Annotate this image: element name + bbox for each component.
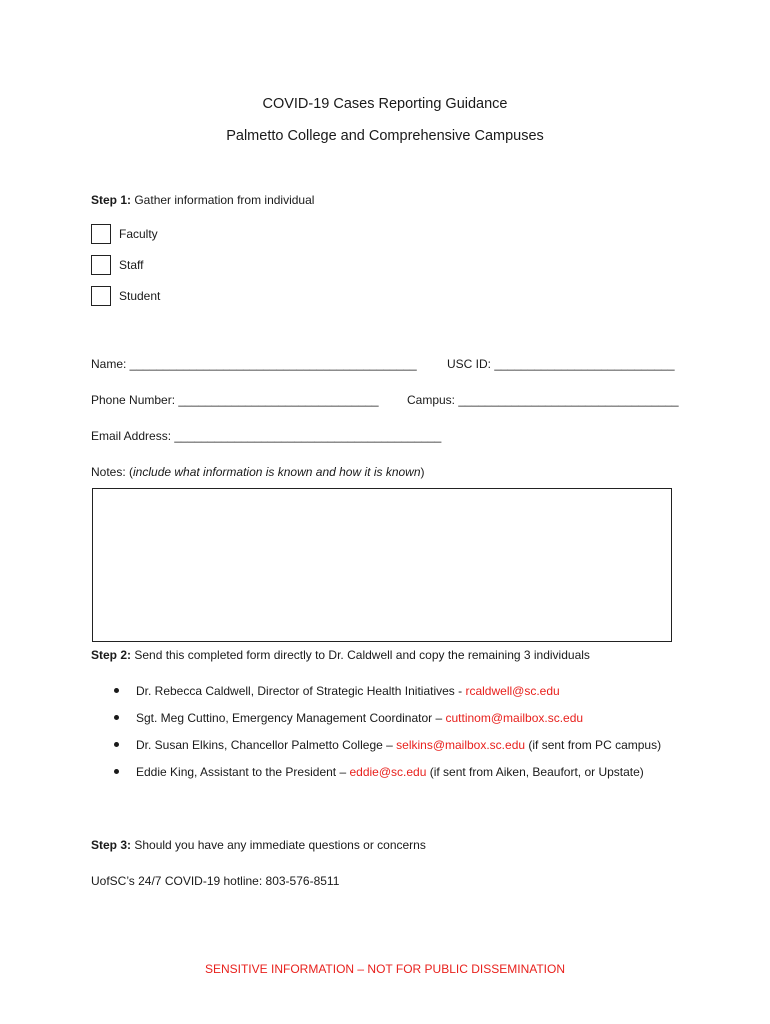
contact-text: Dr. Susan Elkins, Chancellor Palmetto College – bbox=[136, 738, 397, 752]
contact-text: Dr. Rebecca Caldwell, Director of Strategic Health Initiatives - bbox=[136, 684, 466, 698]
staff-label: Staff bbox=[119, 258, 144, 272]
contact-note: (if sent from PC campus) bbox=[525, 738, 662, 752]
student-checkbox[interactable] bbox=[91, 286, 111, 306]
student-label: Student bbox=[119, 289, 161, 303]
contact-email-link[interactable]: rcaldwell@sc.edu bbox=[465, 684, 560, 698]
notes-hint: include what information is known and how it is known bbox=[133, 465, 421, 479]
sensitive-footer: SENSITIVE INFORMATION – NOT FOR PUBLIC DISSEMINATION bbox=[204, 962, 566, 976]
checkbox-row-staff[interactable] bbox=[91, 254, 143, 276]
step3-label: Step 3: bbox=[91, 838, 132, 852]
notes-heading bbox=[91, 465, 425, 479]
bullet-icon bbox=[114, 769, 119, 774]
contact-email-link[interactable]: eddie@sc.edu bbox=[349, 765, 427, 779]
contact-item bbox=[112, 682, 661, 709]
step1-label: Step 1: bbox=[91, 193, 132, 207]
contact-item bbox=[112, 736, 661, 763]
bullet-icon bbox=[114, 715, 119, 720]
usc-id-field[interactable]: USC ID: ___________________________ bbox=[447, 357, 675, 371]
notes-textbox[interactable] bbox=[92, 488, 672, 642]
step3-heading bbox=[91, 838, 426, 852]
faculty-label: Faculty bbox=[119, 227, 158, 241]
document-subtitle: Palmetto College and Comprehensive Campuses bbox=[226, 128, 544, 144]
step1-text: Gather information from individual bbox=[131, 193, 315, 207]
contact-item bbox=[112, 709, 661, 736]
document-title: COVID-19 Cases Reporting Guidance bbox=[262, 96, 508, 112]
step2-label: Step 2: bbox=[91, 648, 132, 662]
name-field[interactable]: Name: ___________________________________________ bbox=[91, 357, 417, 371]
step1-heading bbox=[91, 193, 314, 207]
hotline-text: UofSC’s 24/7 COVID-19 hotline: 803-576-8511 bbox=[91, 874, 340, 888]
phone-number-field[interactable]: Phone Number: ______________________________ bbox=[91, 393, 379, 407]
contact-email-link[interactable]: cuttinom@mailbox.sc.edu bbox=[445, 711, 584, 725]
step2-heading bbox=[91, 648, 590, 662]
faculty-checkbox[interactable] bbox=[91, 224, 111, 244]
checkbox-row-student[interactable] bbox=[91, 285, 160, 307]
contact-list bbox=[112, 682, 661, 790]
bullet-icon bbox=[114, 688, 119, 693]
checkbox-row-faculty[interactable] bbox=[91, 223, 158, 245]
notes-suffix: ) bbox=[420, 465, 425, 479]
step3-text: Should you have any immediate questions or concerns bbox=[131, 838, 426, 852]
notes-prefix: Notes: ( bbox=[91, 465, 134, 479]
contact-text: Sgt. Meg Cuttino, Emergency Management Coordinator – bbox=[136, 711, 446, 725]
email-address-field[interactable]: Email Address: ________________________________________ bbox=[91, 429, 442, 443]
contact-item bbox=[112, 763, 661, 790]
contact-email-link[interactable]: selkins@mailbox.sc.edu bbox=[396, 738, 526, 752]
contact-note: (if sent from Aiken, Beaufort, or Upstate) bbox=[426, 765, 644, 779]
staff-checkbox[interactable] bbox=[91, 255, 111, 275]
step2-text: Send this completed form directly to Dr. Caldwell and copy the remaining 3 individuals bbox=[131, 648, 590, 662]
campus-field[interactable]: Campus: _________________________________ bbox=[407, 393, 679, 407]
bullet-icon bbox=[114, 742, 119, 747]
contact-text: Eddie King, Assistant to the President – bbox=[136, 765, 350, 779]
